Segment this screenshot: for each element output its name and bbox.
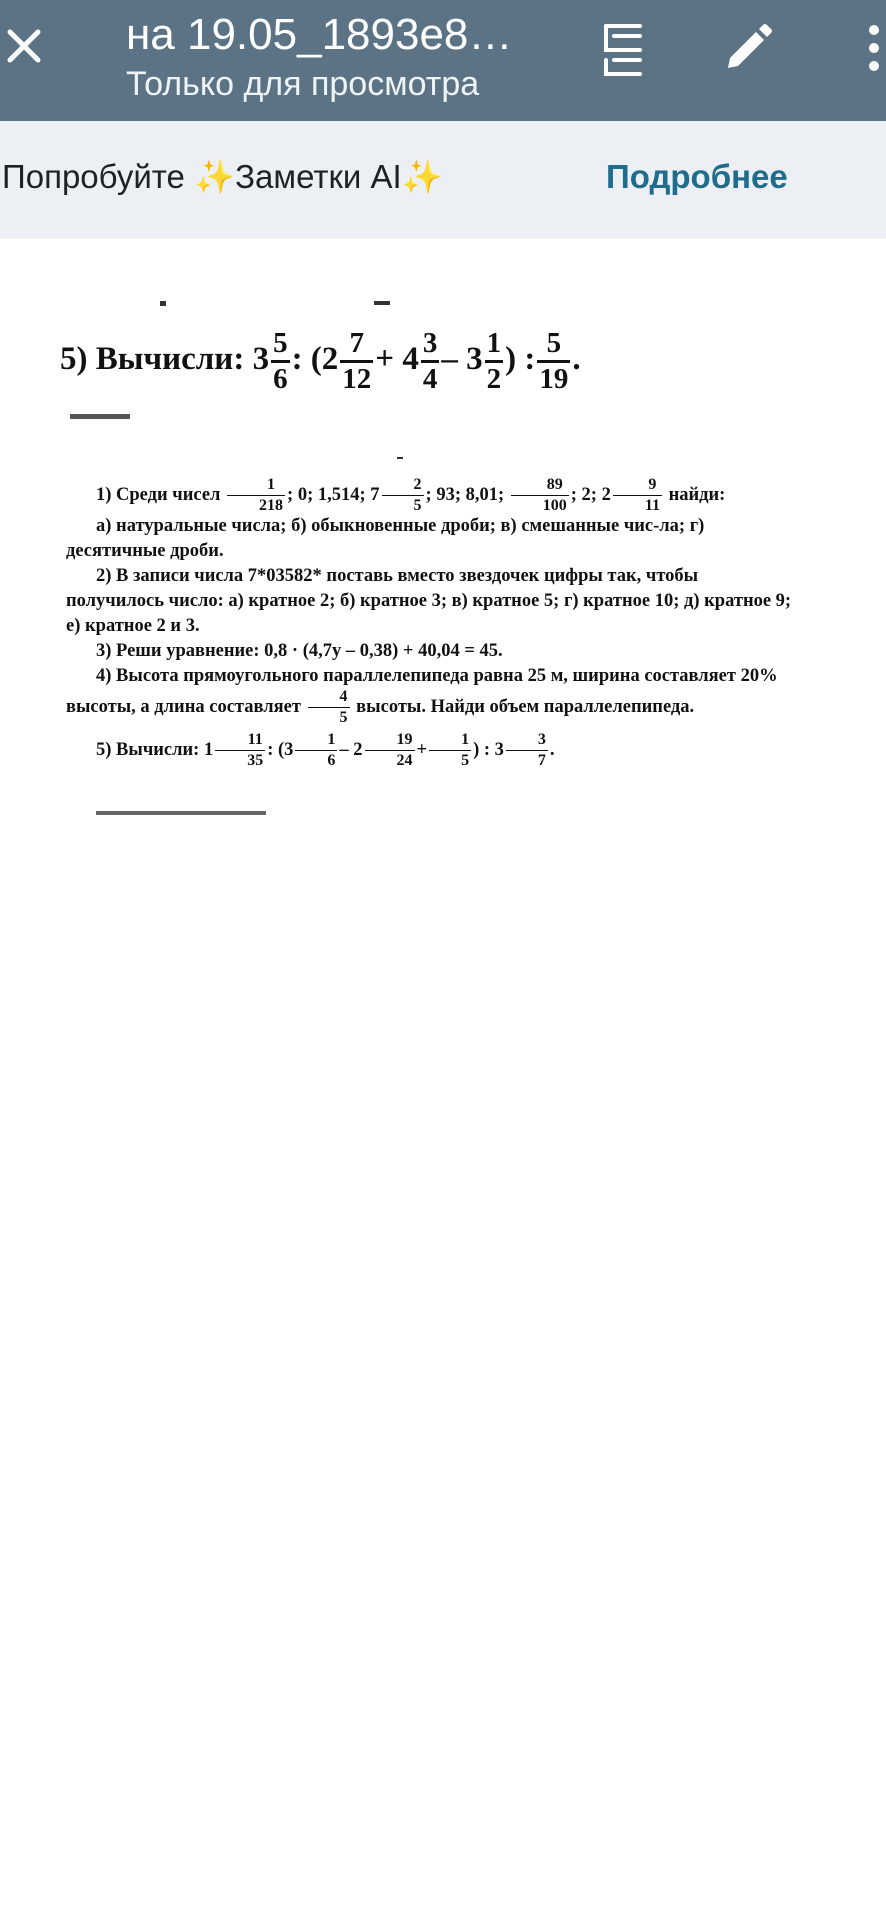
- cropped-text-fragment: [160, 301, 166, 306]
- close-icon[interactable]: [4, 26, 44, 66]
- read-only-label: Только для просмотра: [126, 65, 480, 103]
- fraction: $\frac{1}{2}$: [486, 327, 502, 395]
- fraction: $\frac{7}{12}$: [342, 327, 372, 395]
- operator-text: – 3: [441, 341, 483, 378]
- exercise-1: 1) Среди чисел $\frac{1}{218}$ ; 0; 1,514; 7 $\frac{2}{5}$ ; 93; 8,01; $\frac{89}{100}$ ; 2; 2 $\frac{9}{11}$ найди:: [96, 476, 726, 514]
- exercise-sheet: [66, 477, 796, 769]
- document-view: [0, 239, 886, 1920]
- promo-banner: [0, 121, 886, 239]
- exercise-5: 5) Вычисли: 1 $\frac{11}{35}$ : (3 $\frac{1}{6}$ – 2 $\frac{19}{24}$ + $\frac{1}{5}$ ) : 3 $\frac{3}{7}$ .: [96, 731, 555, 769]
- fraction: $\frac{5}{6}$: [273, 327, 288, 395]
- document-title: на 19.05_1893e8…: [126, 10, 513, 59]
- operator-text: .: [572, 341, 581, 378]
- edit-pencil-icon[interactable]: [722, 22, 774, 74]
- learn-more-link[interactable]: Подробнее: [606, 158, 788, 195]
- operator-text: ) :: [505, 341, 536, 378]
- promo-text: Попробуйте ✨Заметки AI✨: [2, 158, 443, 195]
- cropped-text-fragment: [374, 301, 390, 305]
- operator-text: : (2: [291, 341, 339, 378]
- exercise-2: 2) В записи числа 7*03582* поставь вместо звездочек цифры так, чтобы получилось число: а) кратное 2; б) кратное 3; в) кратное 5; г) кратное 10; д) кратное 9; е) кратное 2 и 3.: [66, 566, 792, 636]
- exercise-5-large: [60, 329, 800, 399]
- cropped-text-fragment: [70, 414, 130, 419]
- whole-number: 3: [252, 341, 270, 378]
- app-bar: [0, 0, 886, 121]
- exercise-label: 5) Вычисли:: [60, 341, 245, 378]
- exercise-3: 3) Реши уравнение: 0,8 · (4,7y – 0,38) + 40,04 = 45.: [96, 641, 503, 661]
- fraction: $\frac{5}{19}$: [539, 327, 569, 395]
- more-vert-icon[interactable]: [862, 22, 886, 74]
- reading-mode-icon[interactable]: [600, 22, 648, 78]
- cropped-text-fragment: [96, 811, 266, 815]
- cropped-text-fragment: [397, 457, 403, 459]
- document-title-block: [126, 6, 566, 104]
- operator-text: + 4: [375, 341, 419, 378]
- exercise-1-options: а) натуральные числа; б) обыкновенные дроби; в) смешанные чис-ла; г) десятичные дроби.: [66, 516, 705, 561]
- fraction: $\frac{3}{4}$: [422, 327, 438, 395]
- exercise-4: 4) Высота прямоугольного параллелепипеда равна 25 м, ширина составляет 20% высоты, а длина составляет $\frac{4}{5}$ высоты. Найди объем параллелепипеда.: [66, 666, 778, 726]
